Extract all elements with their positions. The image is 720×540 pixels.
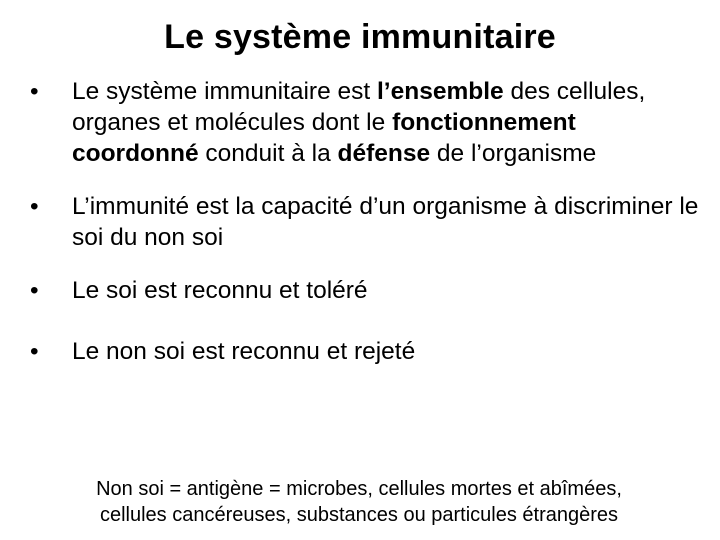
bullet-text <box>72 76 700 169</box>
bullet-dot: • <box>30 277 39 304</box>
bullet-item-definition <box>30 76 700 169</box>
footnote <box>14 476 704 528</box>
footnote-line: cellules cancéreuses, substances ou particules étrangères <box>99 504 619 526</box>
bullet-item-self <box>30 275 700 306</box>
slide-title: Le système immunitaire <box>164 18 556 56</box>
bold-run: fonctionnement coordonné <box>72 109 576 167</box>
bold-run: l’ensemble <box>377 78 504 105</box>
bullet-dot: • <box>30 78 39 105</box>
bullet-dot: • <box>30 193 39 220</box>
text-run: Le système immunitaire est <box>72 78 377 105</box>
bullet-text: L’immunité est la capacité d’un organisme à discriminer le soi du non soi <box>72 193 699 251</box>
bullet-text: Le non soi est reconnu et rejeté <box>72 338 416 365</box>
text-run: de l’organisme <box>430 140 597 167</box>
bullet-text: Le soi est reconnu et toléré <box>72 277 368 304</box>
bullet-item-non-self <box>30 336 700 367</box>
footnote-line: Non soi = antigène = microbes, cellules mortes et abîmées, <box>96 478 622 500</box>
bold-run: défense <box>337 140 431 167</box>
bullet-item-immunity <box>30 191 700 253</box>
bullet-list <box>30 76 700 389</box>
text-run: des cellules, organes et molécules dont le <box>72 78 646 136</box>
bullet-dot: • <box>30 338 39 365</box>
text-run: conduit à la <box>198 140 338 167</box>
